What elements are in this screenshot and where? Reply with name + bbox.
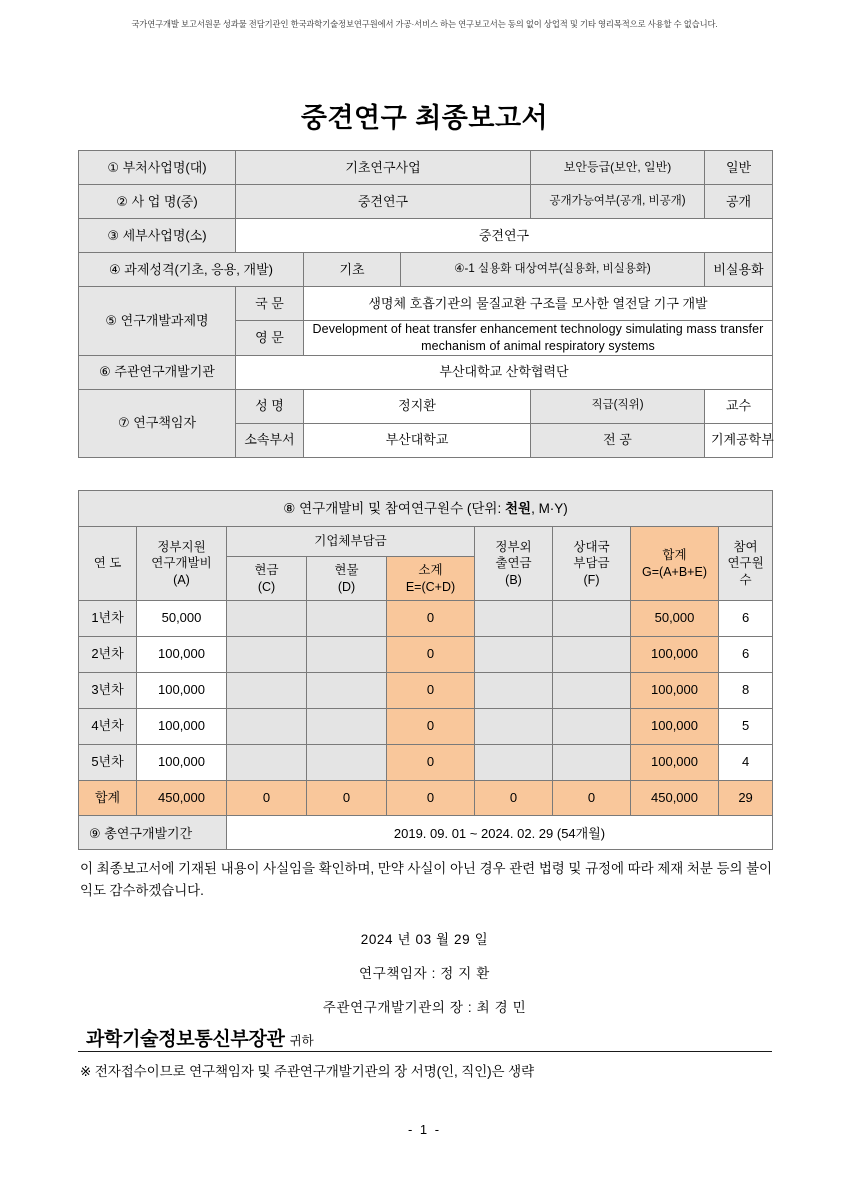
cell-total: 50,000 [631, 601, 719, 637]
value-project-type: 기초 [304, 253, 401, 287]
budget-title-prefix: ⑧ 연구개발비 및 참여연구원수 (단위: [283, 500, 505, 516]
cell-inkind [307, 745, 387, 781]
value-pi-rank: 교수 [705, 389, 773, 423]
label-research-period: ⑨ 총연구개발기간 [79, 816, 227, 850]
value-project-title-eng: Development of heat transfer enhancement technology simulating mass transfer mechanism of animal respiratory systems [304, 321, 773, 356]
cell-researchers: 5 [719, 709, 773, 745]
value-program-name: 중견연구 [236, 185, 531, 219]
budget-header-row-1 [79, 527, 773, 557]
value-disclosure: 공개 [705, 185, 773, 219]
budget-section-title-row [79, 491, 773, 527]
cell-gov-fund: 100,000 [137, 745, 227, 781]
table-row-project-title-kor [79, 287, 773, 321]
col-header-researchers [719, 527, 773, 601]
col-header-total [631, 527, 719, 601]
cell-total-gov-fund: 450,000 [137, 781, 227, 817]
budget-table [78, 490, 773, 817]
cell-inkind [307, 709, 387, 745]
table-row-ministry-program [79, 151, 773, 185]
cell-partner [553, 673, 631, 709]
project-info-table [78, 150, 773, 458]
cash-line2: (C) [257, 579, 276, 594]
label-project-type: ④ 과제성격(기초, 응용, 개발) [79, 253, 304, 287]
signature-institution-head: 주관연구개발기관의 장 : 최 경 민 [322, 1000, 527, 1015]
cell-cash [227, 601, 307, 637]
cell-year: 2년차 [79, 637, 137, 673]
nongov-line3: (B) [505, 572, 522, 587]
cell-partner [553, 601, 631, 637]
total-line1: 합계 [662, 548, 687, 563]
total-line2: G=(A+B+E) [642, 564, 707, 579]
cell-total-cash: 0 [227, 781, 307, 817]
signature-principal-investigator: 연구책임자 : 정 지 환 [359, 966, 490, 981]
value-lead-institution: 부산대학교 산학협력단 [236, 355, 773, 389]
cell-total-label: 합계 [79, 781, 137, 817]
cell-year: 1년차 [79, 601, 137, 637]
cell-partner [553, 709, 631, 745]
value-ministry-program: 기초연구사업 [236, 151, 531, 185]
col-header-nongov [475, 527, 553, 601]
cell-total-researchers: 29 [719, 781, 773, 817]
cell-researchers: 6 [719, 601, 773, 637]
table-row [79, 601, 773, 637]
cell-nongov [475, 601, 553, 637]
cell-subtotal: 0 [387, 745, 475, 781]
signature-date: 2024 년 03 월 29 일 [360, 932, 489, 947]
gov-fund-line1: 정부지원 [157, 540, 206, 555]
gov-fund-line3: (A) [173, 572, 190, 587]
subtotal-line2: E=(C+D) [405, 579, 456, 594]
cell-total-nongov: 0 [475, 781, 553, 817]
value-subprogram-name: 중견연구 [236, 219, 773, 253]
cell-year: 3년차 [79, 673, 137, 709]
cell-total-subtotal: 0 [387, 781, 475, 817]
cash-line1: 현금 [254, 563, 279, 578]
cell-total: 100,000 [631, 637, 719, 673]
value-pi-department: 부산대학교 [304, 423, 531, 457]
budget-title-unit: 천원 [504, 500, 532, 516]
value-pi-major: 기계공학부 [705, 423, 773, 457]
label-pi-rank: 직급(직위) [531, 389, 705, 423]
cell-inkind [307, 601, 387, 637]
cell-researchers: 6 [719, 637, 773, 673]
cell-subtotal: 0 [387, 709, 475, 745]
partner-line3: (F) [583, 572, 600, 587]
cell-partner [553, 637, 631, 673]
cell-total: 100,000 [631, 709, 719, 745]
table-row [79, 709, 773, 745]
label-pi-name: 성 명 [236, 389, 304, 423]
subtotal-line1: 소계 [418, 563, 443, 578]
value-security-grade: 일반 [705, 151, 773, 185]
label-ministry-program: ① 부처사업명(대) [79, 151, 236, 185]
cell-total: 100,000 [631, 673, 719, 709]
cell-gov-fund: 100,000 [137, 673, 227, 709]
table-row-research-period [79, 816, 773, 850]
table-row-project-type [79, 253, 773, 287]
cell-nongov [475, 709, 553, 745]
col-header-cash [227, 557, 307, 601]
cell-gov-fund: 50,000 [137, 601, 227, 637]
gov-fund-line2: 연구개발비 [151, 556, 212, 571]
col-header-inkind [307, 557, 387, 601]
label-project-title-eng: 영 문 [236, 321, 304, 356]
inkind-line2: (D) [337, 579, 356, 594]
label-disclosure: 공개가능여부(공개, 비공개) [531, 185, 705, 219]
label-pi-major: 전 공 [531, 423, 705, 457]
research-period-table [78, 815, 773, 850]
cell-nongov [475, 637, 553, 673]
addressee-minister [86, 1024, 314, 1051]
page-title: 중견연구 최종보고서 [300, 103, 549, 133]
page-number: - 1 - [407, 1122, 442, 1137]
cell-subtotal: 0 [387, 637, 475, 673]
cell-researchers: 4 [719, 745, 773, 781]
label-subprogram-name: ③ 세부사업명(소) [79, 219, 236, 253]
table-row-grand-total [79, 781, 773, 817]
minister-honorific: 귀하 [289, 1034, 314, 1048]
table-row-program-name [79, 185, 773, 219]
table-row-pi-name [79, 389, 773, 423]
nongov-line1: 정부외 [495, 540, 532, 555]
cell-year: 5년차 [79, 745, 137, 781]
cell-nongov [475, 745, 553, 781]
table-row-subprogram-name [79, 219, 773, 253]
value-project-title-kor: 생명체 호흡기관의 물질교환 구조를 모사한 열전달 기구 개발 [304, 287, 773, 321]
label-project-title: ⑤ 연구개발과제명 [79, 287, 236, 356]
minister-title: 과학기술정보통신부장관 [86, 1029, 285, 1050]
cell-cash [227, 709, 307, 745]
col-header-subtotal [387, 557, 475, 601]
cell-year: 4년차 [79, 709, 137, 745]
cell-subtotal: 0 [387, 601, 475, 637]
cell-total-sum: 450,000 [631, 781, 719, 817]
researchers-line2: 연구원수 [727, 556, 764, 587]
cell-gov-fund: 100,000 [137, 637, 227, 673]
label-project-title-kor: 국 문 [236, 287, 304, 321]
cell-total-inkind: 0 [307, 781, 387, 817]
cell-inkind [307, 637, 387, 673]
cell-total: 100,000 [631, 745, 719, 781]
label-pi-department: 소속부서 [236, 423, 304, 457]
table-row-lead-institution [79, 355, 773, 389]
cell-cash [227, 637, 307, 673]
signature-omission-note: ※ 전자접수이므로 연구책임자 및 주관연구개발기관의 장 서명(인, 직인)은 생략 [80, 1064, 535, 1079]
cell-gov-fund: 100,000 [137, 709, 227, 745]
col-header-company-group: 기업체부담금 [227, 527, 475, 557]
cell-nongov [475, 673, 553, 709]
budget-section-title [79, 491, 773, 527]
value-research-period: 2019. 09. 01 ~ 2024. 02. 29 (54개월) [227, 816, 773, 850]
copyright-disclaimer: 국가연구개발 보고서원문 성과물 전담기관인 한국과학기술정보연구원에서 가공·서비스 하는 연구보고서는 동의 없이 상업적 및 기타 영리목적으로 사용할 수 없습니다. [131, 19, 718, 29]
label-principal-investigator: ⑦ 연구책임자 [79, 389, 236, 457]
label-lead-institution: ⑥ 주관연구개발기관 [79, 355, 236, 389]
label-security-grade: 보안등급(보안, 일반) [531, 151, 705, 185]
col-header-partner [553, 527, 631, 601]
label-commercialization: ④-1 실용화 대상여부(실용화, 비실용화) [401, 253, 705, 287]
table-row [79, 745, 773, 781]
budget-title-suffix: , M·Y) [531, 500, 568, 516]
inkind-line1: 현물 [334, 563, 359, 578]
cell-cash [227, 673, 307, 709]
cell-inkind [307, 673, 387, 709]
cell-cash [227, 745, 307, 781]
addressee-underline [78, 1051, 772, 1052]
cell-subtotal: 0 [387, 673, 475, 709]
table-row [79, 637, 773, 673]
value-pi-name: 정지환 [304, 389, 531, 423]
partner-line2: 부담금 [573, 556, 610, 571]
cell-partner [553, 745, 631, 781]
label-program-name: ② 사 업 명(중) [79, 185, 236, 219]
table-row [79, 673, 773, 709]
col-header-gov-fund [137, 527, 227, 601]
value-commercialization: 비실용화 [705, 253, 773, 287]
cell-total-partner: 0 [553, 781, 631, 817]
cell-researchers: 8 [719, 673, 773, 709]
declaration-statement: 이 최종보고서에 기재된 내용이 사실임을 확인하며, 만약 사실이 아닌 경우 관련 법령 및 규정에 따라 제재 처분 등의 불이익도 감수하겠습니다. [80, 861, 772, 899]
partner-line1: 상대국 [573, 540, 610, 555]
researchers-line1: 참여 [733, 540, 758, 555]
col-header-year: 연 도 [79, 527, 137, 601]
nongov-line2: 출연금 [495, 556, 532, 571]
